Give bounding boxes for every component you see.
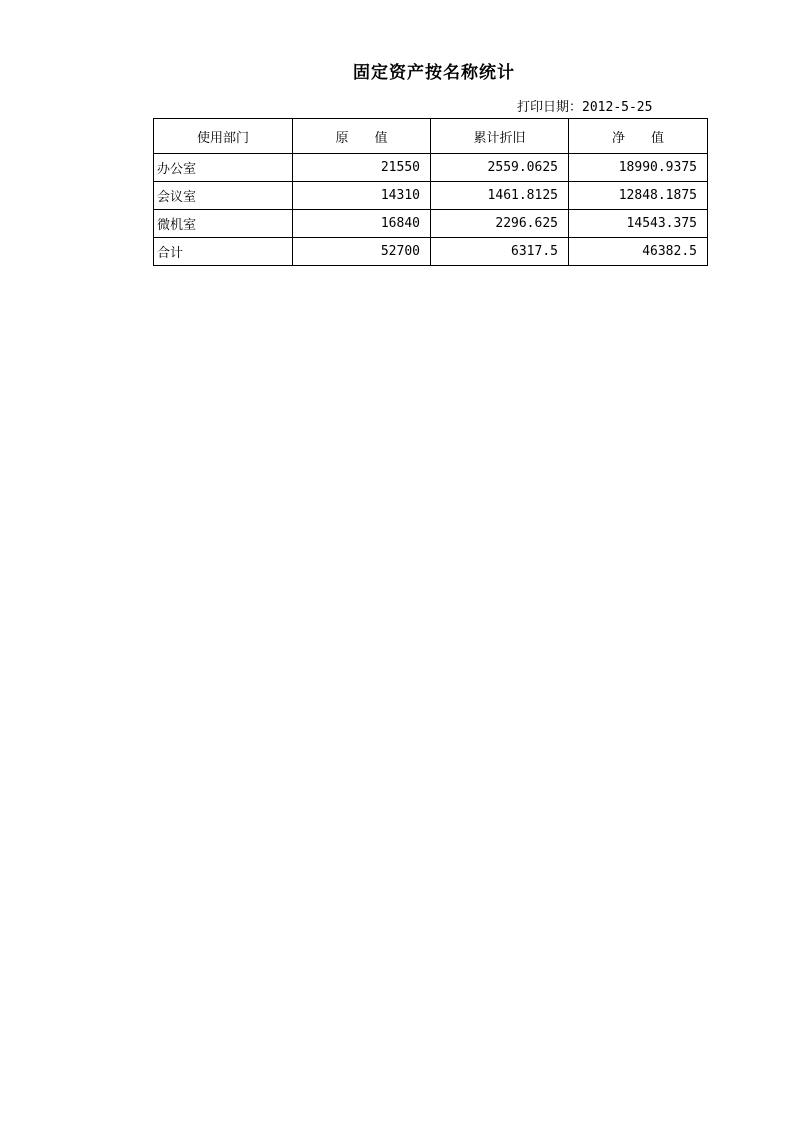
header-net-value: 净 值 <box>569 119 708 154</box>
net-value-cell: 18990.9375 <box>569 154 708 182</box>
department-cell: 微机室 <box>154 210 293 238</box>
table-row <box>154 182 708 210</box>
total-depreciation-cell: 6317.5 <box>431 238 569 266</box>
original-value-cell: 21550 <box>293 154 431 182</box>
depreciation-cell: 1461.8125 <box>431 182 569 210</box>
header-accumulated-depreciation: 累计折旧 <box>431 119 569 154</box>
total-original-value-cell: 52700 <box>293 238 431 266</box>
department-cell: 办公室 <box>154 154 293 182</box>
original-value-cell: 16840 <box>293 210 431 238</box>
print-date <box>517 96 652 115</box>
original-value-cell: 14310 <box>293 182 431 210</box>
total-label-cell: 合计 <box>154 238 293 266</box>
table-row <box>154 210 708 238</box>
table-header-row <box>154 119 708 154</box>
table-row <box>154 154 708 182</box>
depreciation-cell: 2559.0625 <box>431 154 569 182</box>
department-cell: 会议室 <box>154 182 293 210</box>
header-original-value: 原 值 <box>293 119 431 154</box>
total-net-value-cell: 46382.5 <box>569 238 708 266</box>
depreciation-cell: 2296.625 <box>431 210 569 238</box>
print-date-value: 2012-5-25 <box>582 100 653 115</box>
header-department: 使用部门 <box>154 119 293 154</box>
print-date-label: 打印日期： <box>517 100 583 115</box>
net-value-cell: 14543.375 <box>569 210 708 238</box>
total-row <box>154 238 708 266</box>
page-title: 固定资产按名称统计 <box>353 63 515 83</box>
net-value-cell: 12848.1875 <box>569 182 708 210</box>
asset-summary-table <box>153 118 708 266</box>
